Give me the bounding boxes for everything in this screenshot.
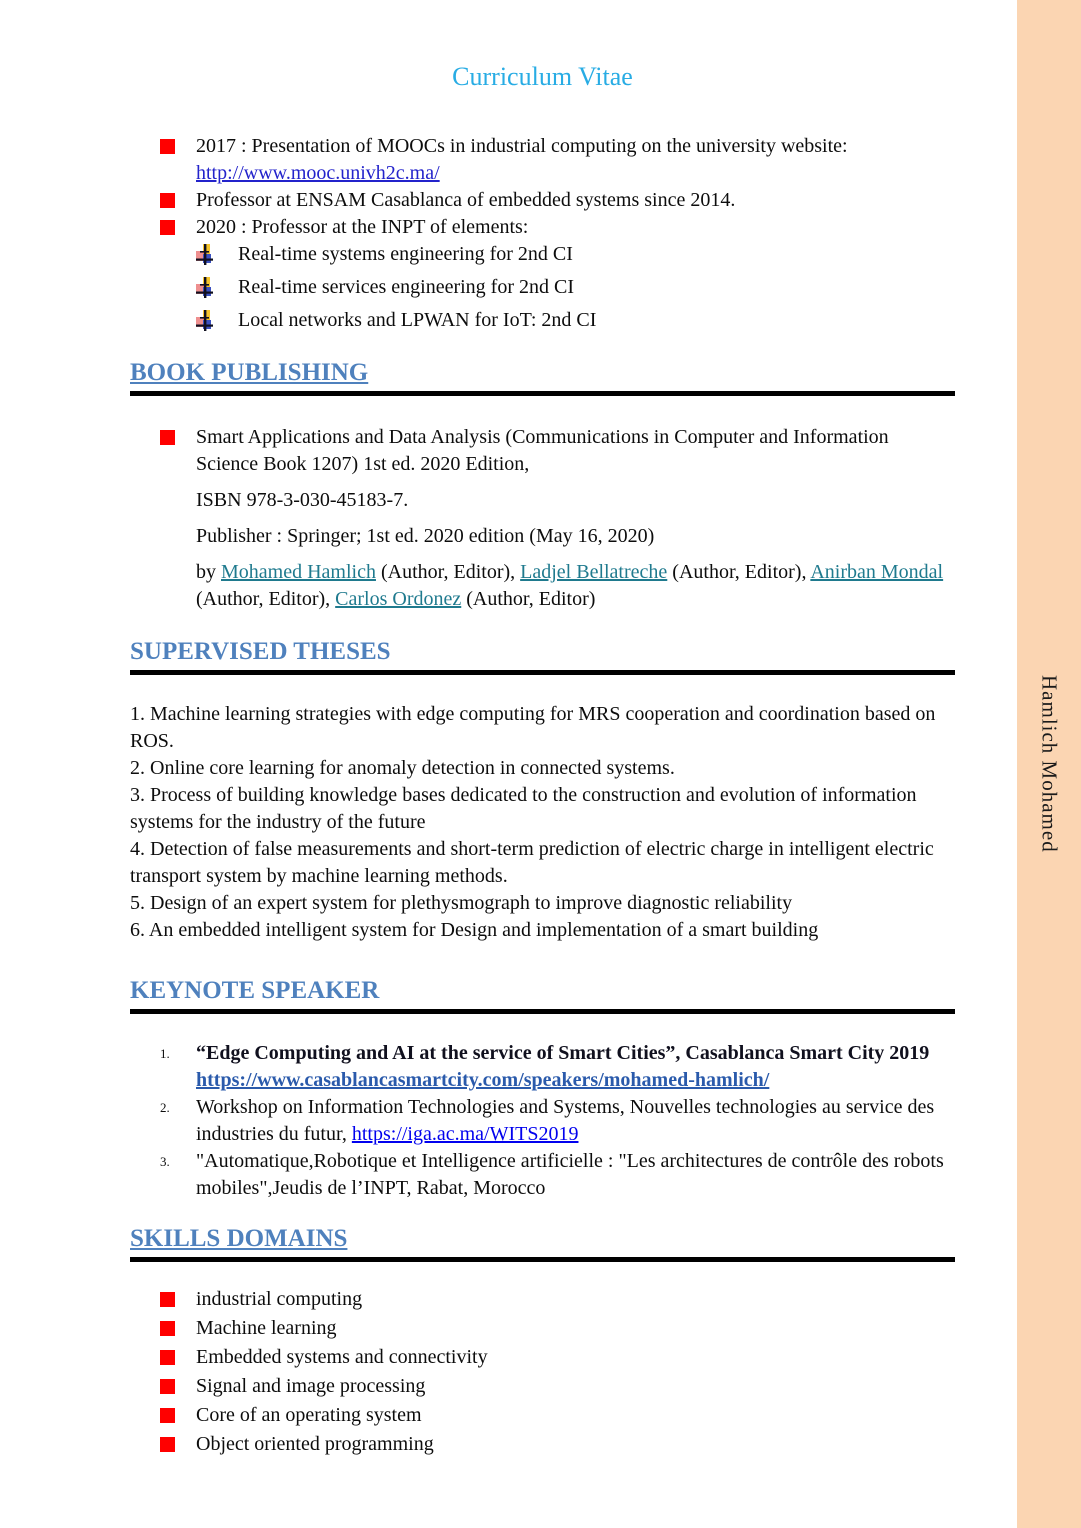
list-number: 2. xyxy=(160,1100,170,1115)
book-publishing-block xyxy=(130,424,955,613)
intro-list xyxy=(130,133,955,340)
sub-item-text: Real-time systems engineering for 2nd CI xyxy=(238,243,573,265)
colored-cross-bullet-icon xyxy=(196,244,214,274)
casablanca-smartcity-link[interactable]: https://www.casablancasmartcity.com/speakers/mohamed-hamlich/ xyxy=(196,1069,770,1091)
list-item xyxy=(130,1344,955,1371)
keynote-list xyxy=(130,1040,955,1202)
author-link[interactable]: Mohamed Hamlich xyxy=(221,561,376,583)
skill-text: Core of an operating system xyxy=(196,1404,422,1426)
skill-text: Machine learning xyxy=(196,1317,337,1339)
list-item xyxy=(130,1286,955,1313)
sub-item-text: Local networks and LPWAN for IoT: 2nd CI xyxy=(238,309,597,331)
red-square-bullet-icon xyxy=(160,1379,175,1394)
section-heading-skills-domains: SKILLS DOMAINS xyxy=(130,1224,955,1262)
thesis-item: 3. Process of building knowledge bases dedicated to the construction and evolution of information systems for the industry of the future xyxy=(130,784,917,833)
book-isbn: ISBN 978-3-030-45183-7. xyxy=(196,489,409,511)
list-number: 1. xyxy=(160,1046,170,1061)
list-item xyxy=(130,1431,955,1458)
keynote-text: "Automatique,Robotique et Intelligence artificielle : "Les architectures de contrôle des robots mobiles",Jeudis de l’INPT, Rabat, Morocco xyxy=(196,1150,944,1199)
section-heading-keynote-speaker: KEYNOTE SPEAKER xyxy=(130,976,955,1014)
byline-prefix: by xyxy=(196,561,221,583)
list-item xyxy=(130,424,955,478)
list-number: 3. xyxy=(160,1154,170,1169)
skill-text: Embedded systems and connectivity xyxy=(196,1346,488,1368)
book-byline: by Mohamed Hamlich (Author, Editor), Ladjel Bellatreche (Author, Editor), Anirban Mondal (Author, Editor), Carlos Ordonez (Author, Editor) xyxy=(196,561,944,610)
list-item xyxy=(130,1094,955,1148)
intro-item-text: Professor at ENSAM Casablanca of embedded systems since 2014. xyxy=(196,189,736,211)
skill-text: industrial computing xyxy=(196,1288,363,1310)
author-link[interactable]: Carlos Ordonez xyxy=(335,588,462,610)
thesis-item: 6. An embedded intelligent system for Design and implementation of a smart building xyxy=(130,919,819,941)
thesis-item: 5. Design of an expert system for plethysmograph to improve diagnostic reliability xyxy=(130,892,793,914)
list-item xyxy=(130,1148,955,1202)
red-square-bullet-icon xyxy=(160,1408,175,1423)
list-item xyxy=(130,1040,955,1094)
red-square-bullet-icon xyxy=(160,1292,175,1307)
theses-list xyxy=(130,701,955,944)
book-publisher: Publisher : Springer; 1st ed. 2020 edition (May 16, 2020) xyxy=(196,525,655,547)
red-square-bullet-icon xyxy=(160,1437,175,1452)
intro-sublist xyxy=(130,241,955,340)
list-item xyxy=(130,214,955,241)
thesis-item: 4. Detection of false measurements and short-term prediction of electric charge in intelligent electric transport system by machine learning methods. xyxy=(130,838,934,887)
book-title-text: Smart Applications and Data Analysis (Communications in Computer and Information Science Book 1207) 1st ed. 2020 Edition, xyxy=(196,426,889,475)
intro-item-text: 2020 : Professor at the INPT of elements: xyxy=(196,216,529,238)
author-link[interactable]: Ladjel Bellatreche xyxy=(520,561,668,583)
colored-cross-bullet-icon xyxy=(196,277,214,307)
thesis-item: 1. Machine learning strategies with edge computing for MRS cooperation and coordination based on ROS. xyxy=(130,703,936,752)
mooc-link[interactable]: http://www.mooc.univh2c.ma/ xyxy=(196,162,440,184)
colored-cross-bullet-icon xyxy=(196,310,214,340)
thesis-item: 2. Online core learning for anomaly detection in connected systems. xyxy=(130,757,675,779)
cv-content xyxy=(130,0,955,1460)
sub-item-text: Real-time services engineering for 2nd CI xyxy=(238,276,574,298)
author-link[interactable]: Anirban Mondal xyxy=(810,561,944,583)
skills-list xyxy=(130,1286,955,1458)
list-item xyxy=(130,1373,955,1400)
red-square-bullet-icon xyxy=(160,193,175,208)
list-item xyxy=(130,241,955,274)
red-square-bullet-icon xyxy=(160,139,175,154)
red-square-bullet-icon xyxy=(160,1350,175,1365)
author-name-vertical: Hamlich Mohamed xyxy=(1037,675,1062,853)
list-item xyxy=(130,274,955,307)
side-name-band xyxy=(1017,0,1081,1528)
list-item xyxy=(130,133,955,187)
list-item xyxy=(130,1402,955,1429)
skill-text: Object oriented programming xyxy=(196,1433,434,1455)
keynote-title-text: “Edge Computing and AI at the service of Smart Cities”, Casablanca Smart City 2019 xyxy=(196,1042,930,1064)
keynote-text: Workshop on Information Technologies and Systems, Nouvelles technologies au service des industries du futur, xyxy=(196,1096,935,1145)
red-square-bullet-icon xyxy=(160,1321,175,1336)
red-square-bullet-icon xyxy=(160,430,175,445)
section-heading-book-publishing: BOOK PUBLISHING xyxy=(130,358,955,396)
wits2019-link[interactable]: https://iga.ac.ma/WITS2019 xyxy=(351,1123,579,1145)
list-item xyxy=(130,307,955,340)
red-square-bullet-icon xyxy=(160,220,175,235)
list-item xyxy=(130,1315,955,1342)
page-title: Curriculum Vitae xyxy=(452,62,633,91)
section-heading-supervised-theses: SUPERVISED THESES xyxy=(130,637,955,675)
list-item xyxy=(130,187,955,214)
intro-item-text: 2017 : Presentation of MOOCs in industrial computing on the university website: xyxy=(196,135,848,157)
skill-text: Signal and image processing xyxy=(196,1375,426,1397)
